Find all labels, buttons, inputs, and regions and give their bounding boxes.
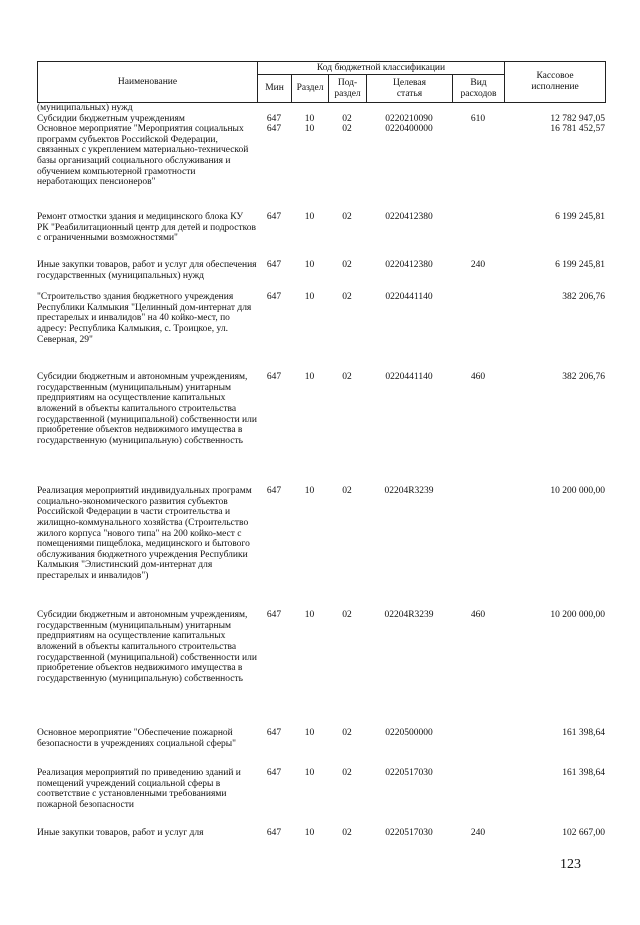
row-vid: 610 [470, 113, 486, 124]
row-podrazdel: 02 [342, 212, 352, 223]
row-min: 647 [266, 113, 282, 124]
table-row [37, 486, 605, 610]
row-vid [452, 768, 504, 828]
row-amount: 16 781 452,57 [550, 124, 605, 135]
row-razdel [291, 103, 328, 114]
table-row [37, 260, 605, 292]
header-cash: Кассовое исполнение [505, 62, 606, 103]
row-min: 647 [266, 768, 282, 779]
row-name: Реализация мероприятий индивидуальных программ социально-экономического развития субъектов Российской Федерации в части строительства и жилищно-коммунального хозяйства (Строительство жилого корпуса "нового типа" на 200 койко-мест с помещениями пищеблока, медицинского и бытового обслуживания бюджетного учреждения Республики Калмыкия "Элистинский дом-интернат для престарелых и инвалидов") [37, 486, 252, 581]
header-min: Мин [258, 75, 292, 103]
table-row [37, 828, 605, 925]
row-vid [452, 292, 504, 372]
row-vid: 240 [470, 828, 486, 839]
row-min: 647 [266, 610, 282, 621]
row-amount: 6 199 245,81 [555, 260, 605, 271]
row-name: Субсидии бюджетным и автономным учреждениям, государственным (муниципальным) унитарным предприятиям на осуществление капитальных вложений в объекты капитального строительства государственной (муниципальной) собственности или приобретение объектов недвижимого имущества в государственную (муниципальную) собственность [37, 372, 257, 446]
table-row [37, 372, 605, 486]
row-target: 0220517030 [385, 828, 433, 839]
row-razdel: 10 [304, 486, 315, 497]
row-vid [452, 124, 504, 212]
row-podrazdel: 02 [342, 113, 352, 124]
row-razdel: 10 [304, 260, 315, 271]
row-podrazdel: 02 [342, 260, 352, 271]
row-target: 0220500000 [385, 728, 433, 739]
row-podrazdel: 02 [342, 486, 352, 497]
row-min [257, 103, 291, 114]
row-name: "Строительство здания бюджетного учреждения Республики Калмыкия "Целинный дом-интернат для престарелых и инвалидов" на 40 койко-мест, по адресу: Республика Калмыкия, с. Троицкое, ул. Северная, 29" [37, 292, 252, 345]
row-razdel: 10 [304, 292, 315, 303]
row-podrazdel: 02 [342, 768, 352, 779]
row-target [366, 103, 452, 114]
row-target: 0220210090 [385, 113, 433, 124]
row-min: 647 [266, 292, 282, 303]
row-vid: 460 [470, 372, 486, 383]
row-name: Иные закупки товаров, работ и услуг для обеспечения государственных (муниципальных) нужд [37, 260, 257, 281]
row-target: 0220441140 [385, 372, 433, 383]
row-name: Основное мероприятие "Обеспечение пожарной безопасности в учреждениях социальной сферы" [37, 728, 237, 749]
row-podrazdel [328, 103, 366, 114]
row-min: 647 [266, 486, 282, 497]
row-min: 647 [266, 828, 282, 839]
table-row [37, 728, 605, 768]
row-amount: 161 398,64 [562, 728, 605, 739]
row-name: Субсидии бюджетным и автономным учреждениям, государственным (муниципальным) унитарным предприятиям на осуществление капитальных вложений в объекты капитального строительства государственной (муниципальной) собственности или приобретение объектов недвижимого имущества в государственную (муниципальную) собственность [37, 610, 257, 684]
header-code-group: Код бюджетной классификации [258, 62, 505, 75]
table-row [37, 292, 605, 372]
table-row [37, 768, 605, 828]
row-razdel: 10 [304, 768, 315, 779]
row-target: 0220412380 [385, 212, 433, 223]
row-vid [452, 728, 504, 768]
row-name: Основное мероприятие "Мероприятия социальных программ субъектов Российской Федерации, связанных с укреплением материально-технической базы организаций социального обслуживания и обучением компьютерной грамотности неработающих пенсионеров" [37, 124, 249, 188]
row-vid: 240 [470, 260, 486, 271]
row-podrazdel: 02 [342, 610, 352, 621]
header-razdel: Раздел [292, 75, 329, 103]
row-min: 647 [266, 728, 282, 739]
row-podrazdel: 02 [342, 372, 352, 383]
header-name: Наименование [38, 62, 258, 103]
row-vid: 460 [470, 610, 486, 621]
row-amount [504, 103, 605, 114]
table-row [37, 212, 605, 260]
row-vid [452, 212, 504, 260]
header-podrazdel: Под- раздел [329, 75, 367, 103]
row-amount: 10 200 000,00 [550, 610, 605, 621]
row-name: Ремонт отмостки здания и медицинского блока КУ РК "Реабилитационный центр для детей и подростков с ограниченными возможностями" [37, 212, 257, 244]
row-amount: 382 206,76 [562, 372, 605, 383]
row-min: 647 [266, 212, 282, 223]
row-razdel: 10 [304, 124, 315, 135]
row-podrazdel: 02 [342, 124, 352, 135]
row-amount: 6 199 245,81 [555, 212, 605, 223]
row-name: (муниципальных) нужд [37, 103, 133, 113]
table-row [37, 103, 605, 114]
row-min: 647 [266, 260, 282, 271]
row-podrazdel: 02 [342, 292, 352, 303]
row-razdel: 10 [304, 372, 315, 383]
row-target: 02204R3239 [384, 486, 434, 497]
page-number: 123 [560, 857, 581, 872]
row-amount: 12 782 947,05 [550, 113, 605, 124]
header-target: Целевая статья [367, 75, 453, 103]
row-razdel: 10 [304, 728, 315, 739]
row-amount: 161 398,64 [562, 768, 605, 779]
row-podrazdel: 02 [342, 828, 352, 839]
row-target: 02204R3239 [384, 610, 434, 621]
row-vid [452, 103, 504, 114]
row-target: 0220517030 [385, 768, 433, 779]
table-row [37, 114, 605, 125]
row-amount: 10 200 000,00 [550, 486, 605, 497]
row-razdel: 10 [304, 610, 315, 621]
row-name: Реализация мероприятий по приведению зданий и помещений учреждений социальной сферы в соответствие с установленными требованиями пожарной безопасности [37, 768, 241, 810]
row-target: 0220412380 [385, 260, 433, 271]
table-row [37, 124, 605, 212]
row-name: Иные закупки товаров, работ и услуг для [37, 828, 204, 839]
row-name: Субсидии бюджетным учреждениям [37, 113, 185, 124]
row-razdel: 10 [304, 828, 315, 839]
row-podrazdel: 02 [342, 728, 352, 739]
row-razdel: 10 [304, 113, 315, 124]
row-target: 0220400000 [385, 124, 433, 135]
row-min: 647 [266, 124, 282, 135]
row-razdel: 10 [304, 212, 315, 223]
header-vid: Вид расходов [453, 75, 505, 103]
row-min: 647 [266, 372, 282, 383]
budget-table [37, 103, 605, 925]
row-amount: 382 206,76 [562, 292, 605, 303]
row-amount: 102 667,00 [562, 828, 605, 839]
table-header [37, 61, 606, 103]
row-target: 0220441140 [385, 292, 433, 303]
row-vid [452, 486, 504, 610]
table-row [37, 610, 605, 728]
